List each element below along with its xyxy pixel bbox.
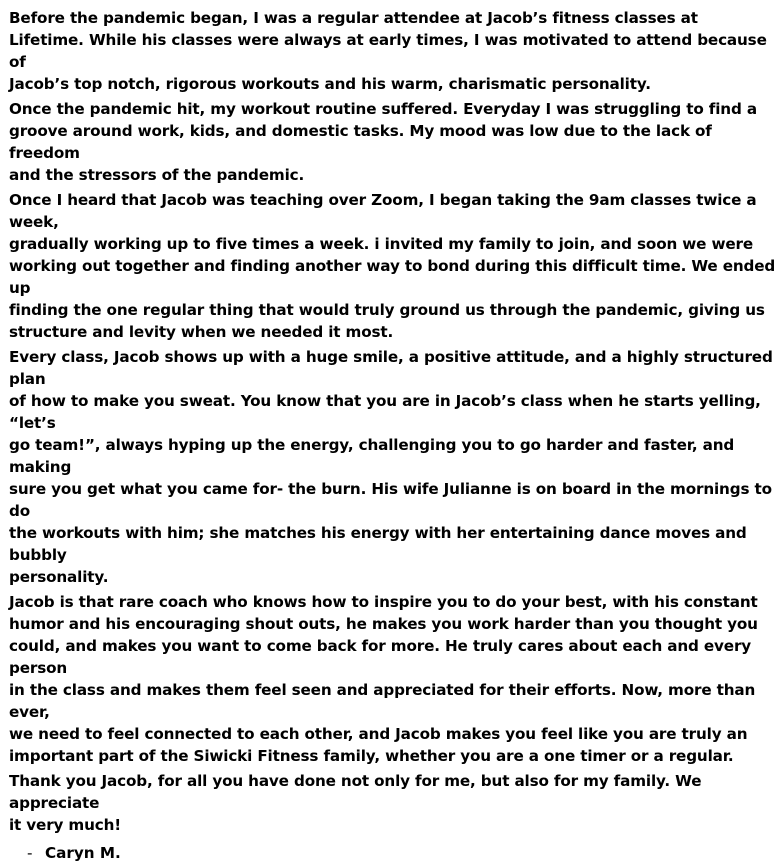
signature-name: Caryn M. bbox=[45, 844, 121, 862]
paragraph-every-class: Every class, Jacob shows up with a huge smile, a positive attitude, and a highly structured plan of how to make you sweat. You know that you are in Jacob’s class when he starts yelling, “let’s go team!”, always hyping up the energy, challenging you to go harder and faster, and making sure you get what you came for- the burn. His wife Julianne is on board in the mornings to do the workouts with him; she matches his energy with her entertaining dance moves and bubbly personality. bbox=[9, 348, 773, 586]
paragraph-pandemic-hit: Once the pandemic hit, my workout routine suffered. Everyday I was struggling to find a groove around work, kids, and domestic tasks. My mood was low due to the lack of freedom and the stressors of the pandemic. bbox=[9, 100, 757, 184]
signature bbox=[27, 842, 781, 864]
paragraph-rare-coach: Jacob is that rare coach who knows how to inspire you to do your best, with his constant humor and his encouraging shout outs, he makes you work harder than you thought you could, and makes you want to come back for more. He truly cares about each and every person in the class and makes them feel seen and appreciated for their efforts. Now, more than ever, we need to feel connected to each other, and Jacob makes you feel like you are truly an important part of the Siwicki Fitness family, whether you are a one timer or a regular. bbox=[9, 593, 758, 765]
paragraph-pre-pandemic: Before the pandemic began, I was a regular attendee at Jacob’s fitness classes at Lifetime. While his classes were always at early times, I was motivated to attend because of Jacob’s top notch, rigorous workouts and his warm, charismatic personality. bbox=[9, 9, 767, 93]
signature-dash: - bbox=[27, 844, 33, 862]
paragraph-zoom-classes: Once I heard that Jacob was teaching over Zoom, I began taking the 9am classes twice a week, gradually working up to five times a week. i invited my family to join, and soon we were working out together and finding another way to bond during this difficult time. We ended up finding the one regular thing that would truly ground us through the pandemic, giving us structure and levity when we needed it most. bbox=[9, 191, 776, 341]
paragraph-thank-you: Thank you Jacob, for all you have done not only for me, but also for my family. We appreciate it very much! bbox=[9, 772, 702, 834]
testimonial-letter bbox=[9, 7, 781, 864]
